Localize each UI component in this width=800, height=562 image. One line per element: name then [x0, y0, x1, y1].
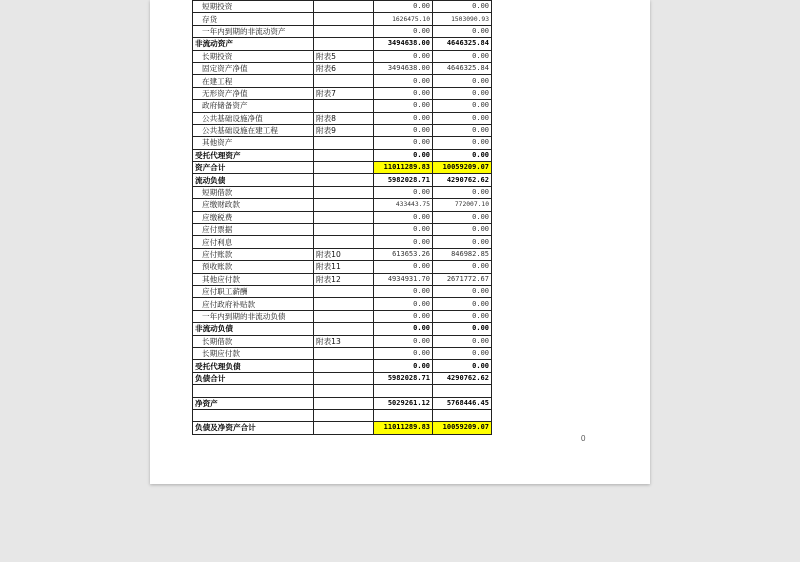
value-col2[interactable]: 0.00: [433, 323, 492, 335]
note-ref[interactable]: [314, 186, 374, 198]
empty-cell[interactable]: [433, 409, 492, 421]
value-col2[interactable]: 0.00: [433, 347, 492, 359]
table-row: [193, 310, 492, 322]
item-name[interactable]: 长期投资: [193, 50, 314, 62]
note-ref[interactable]: [314, 397, 374, 409]
value-col2[interactable]: 0.00: [433, 186, 492, 198]
total-row: [193, 422, 492, 434]
item-name[interactable]: 受托代理资产: [193, 149, 314, 161]
item-name[interactable]: 应付政府补贴款: [193, 298, 314, 310]
empty-row: [193, 409, 492, 421]
item-name[interactable]: 非流动资产: [193, 38, 314, 50]
table-row: [193, 372, 492, 384]
value-col1[interactable]: 0.00: [374, 335, 433, 347]
item-name[interactable]: 存货: [193, 13, 314, 25]
value-col2[interactable]: 4290762.62: [433, 372, 492, 384]
note-ref[interactable]: 附表7: [314, 87, 374, 99]
note-ref[interactable]: [314, 224, 374, 236]
value-col1[interactable]: 0.00: [374, 285, 433, 297]
note-ref[interactable]: [314, 372, 374, 384]
value-col2[interactable]: 5768446.45: [433, 397, 492, 409]
table-row: [193, 75, 492, 87]
table-row: [193, 13, 492, 25]
value-col1[interactable]: 0.00: [374, 1, 433, 13]
item-name[interactable]: 预收账款: [193, 261, 314, 273]
table-row: [193, 137, 492, 149]
page-number: 0: [581, 434, 586, 443]
value-col1[interactable]: 0.00: [374, 124, 433, 136]
note-ref[interactable]: [314, 360, 374, 372]
table-row: [193, 50, 492, 62]
table-row: [193, 1, 492, 13]
item-name[interactable]: 固定资产净值: [193, 62, 314, 74]
value-col2[interactable]: 0.00: [433, 124, 492, 136]
value-col1[interactable]: 613653.26: [374, 248, 433, 260]
value-col1[interactable]: 0.00: [374, 112, 433, 124]
item-name[interactable]: 应付账款: [193, 248, 314, 260]
note-ref[interactable]: [314, 162, 374, 174]
value-col1[interactable]: 0.00: [374, 360, 433, 372]
note-ref[interactable]: [314, 211, 374, 223]
value-col1[interactable]: 0.00: [374, 236, 433, 248]
table-row: [193, 174, 492, 186]
empty-cell[interactable]: [193, 409, 314, 421]
item-name[interactable]: 短期借款: [193, 186, 314, 198]
item-name[interactable]: 应付职工薪酬: [193, 285, 314, 297]
table-row: [193, 298, 492, 310]
note-ref[interactable]: [314, 298, 374, 310]
note-ref[interactable]: [314, 236, 374, 248]
table-row: [193, 224, 492, 236]
table-row: [193, 285, 492, 297]
item-name[interactable]: 受托代理负债: [193, 360, 314, 372]
value-col1[interactable]: 11011289.83: [374, 422, 433, 434]
table-row: [193, 87, 492, 99]
value-col1[interactable]: 0.00: [374, 323, 433, 335]
note-ref[interactable]: [314, 199, 374, 211]
note-ref[interactable]: [314, 174, 374, 186]
empty-cell[interactable]: [374, 409, 433, 421]
note-ref[interactable]: [314, 310, 374, 322]
value-col1[interactable]: 11011289.83: [374, 162, 433, 174]
table-row: [193, 273, 492, 285]
item-name[interactable]: 长期借款: [193, 335, 314, 347]
table-row: [193, 211, 492, 223]
note-ref[interactable]: [314, 38, 374, 50]
value-col1[interactable]: 0.00: [374, 298, 433, 310]
value-col1[interactable]: 0.00: [374, 50, 433, 62]
item-name[interactable]: 流动负债: [193, 174, 314, 186]
value-col1[interactable]: 0.00: [374, 310, 433, 322]
value-col2[interactable]: 0.00: [433, 1, 492, 13]
spreadsheet-page: [150, 0, 650, 484]
item-name[interactable]: 无形资产净值: [193, 87, 314, 99]
item-name[interactable]: 应付利息: [193, 236, 314, 248]
item-name[interactable]: 长期应付款: [193, 347, 314, 359]
value-col1[interactable]: 0.00: [374, 100, 433, 112]
item-name[interactable]: 非流动负债: [193, 323, 314, 335]
value-col2[interactable]: 0.00: [433, 236, 492, 248]
value-col2[interactable]: 0.00: [433, 310, 492, 322]
note-ref[interactable]: [314, 100, 374, 112]
value-col1[interactable]: 5982028.71: [374, 372, 433, 384]
value-col2[interactable]: 0.00: [433, 224, 492, 236]
value-col1[interactable]: 0.00: [374, 25, 433, 37]
item-name[interactable]: 净资产: [193, 397, 314, 409]
value-col2[interactable]: 4646325.84: [433, 38, 492, 50]
value-col2[interactable]: 0.00: [433, 360, 492, 372]
table-row: [193, 38, 492, 50]
table-row: [193, 112, 492, 124]
note-ref[interactable]: [314, 25, 374, 37]
empty-row: [193, 385, 492, 397]
table-row: [193, 62, 492, 74]
note-ref[interactable]: [314, 347, 374, 359]
item-name[interactable]: 负债及净资产合计: [193, 422, 314, 434]
value-col2[interactable]: 0.00: [433, 137, 492, 149]
value-col2[interactable]: 4646325.84: [433, 62, 492, 74]
item-name[interactable]: 政府储备资产: [193, 100, 314, 112]
value-col1[interactable]: 0.00: [374, 347, 433, 359]
item-name[interactable]: 应缴税费: [193, 211, 314, 223]
value-col1[interactable]: 0.00: [374, 149, 433, 161]
item-name[interactable]: 应缴财政款: [193, 199, 314, 211]
note-ref[interactable]: [314, 323, 374, 335]
note-ref[interactable]: [314, 422, 374, 434]
value-col2[interactable]: 10059209.07: [433, 422, 492, 434]
note-ref[interactable]: [314, 137, 374, 149]
value-col1[interactable]: 0.00: [374, 186, 433, 198]
value-col1[interactable]: 5029261.12: [374, 397, 433, 409]
note-ref[interactable]: [314, 75, 374, 87]
value-col2[interactable]: 0.00: [433, 211, 492, 223]
item-name[interactable]: 资产合计: [193, 162, 314, 174]
value-col1[interactable]: 433443.75: [374, 199, 433, 211]
note-ref[interactable]: 附表6: [314, 62, 374, 74]
table-row: [193, 149, 492, 161]
value-col2[interactable]: 0.00: [433, 285, 492, 297]
item-name[interactable]: 公共基础设施净值: [193, 112, 314, 124]
empty-cell[interactable]: [314, 385, 374, 397]
note-ref[interactable]: [314, 1, 374, 13]
note-ref[interactable]: 附表8: [314, 112, 374, 124]
empty-cell[interactable]: [193, 385, 314, 397]
item-name[interactable]: 一年内到期的非流动资产: [193, 25, 314, 37]
note-ref[interactable]: 附表13: [314, 335, 374, 347]
note-ref[interactable]: 附表11: [314, 261, 374, 273]
value-col1[interactable]: 3494638.00: [374, 62, 433, 74]
value-col1[interactable]: 0.00: [374, 261, 433, 273]
table-row: [193, 323, 492, 335]
table-row: [193, 347, 492, 359]
item-name[interactable]: 其他资产: [193, 137, 314, 149]
value-col2[interactable]: 772007.10: [433, 199, 492, 211]
table-row: [193, 124, 492, 136]
value-col1[interactable]: 5982028.71: [374, 174, 433, 186]
note-ref[interactable]: 附表9: [314, 124, 374, 136]
item-name[interactable]: 一年内到期的非流动负债: [193, 310, 314, 322]
value-col2[interactable]: 2671772.67: [433, 273, 492, 285]
value-col2[interactable]: 0.00: [433, 298, 492, 310]
value-col2[interactable]: 846982.85: [433, 248, 492, 260]
total-row: [193, 162, 492, 174]
value-col2[interactable]: 0.00: [433, 25, 492, 37]
value-col2[interactable]: 0.00: [433, 100, 492, 112]
value-col1[interactable]: 0.00: [374, 75, 433, 87]
table-row: [193, 360, 492, 372]
item-name[interactable]: 在建工程: [193, 75, 314, 87]
table-row: [193, 397, 492, 409]
note-ref[interactable]: 附表10: [314, 248, 374, 260]
table-row: [193, 186, 492, 198]
value-col1[interactable]: 4934931.70: [374, 273, 433, 285]
item-name[interactable]: 其他应付款: [193, 273, 314, 285]
value-col2[interactable]: 1503090.93: [433, 13, 492, 25]
table-row: [193, 199, 492, 211]
note-ref[interactable]: [314, 285, 374, 297]
item-name[interactable]: 负债合计: [193, 372, 314, 384]
table-row: [193, 248, 492, 260]
value-col2[interactable]: 0.00: [433, 261, 492, 273]
balance-sheet-table: [192, 0, 492, 435]
value-col1[interactable]: 0.00: [374, 137, 433, 149]
table-row: [193, 236, 492, 248]
table-row: [193, 25, 492, 37]
value-col2[interactable]: 0.00: [433, 149, 492, 161]
value-col2[interactable]: 0.00: [433, 50, 492, 62]
table-row: [193, 335, 492, 347]
value-col1[interactable]: 0.00: [374, 87, 433, 99]
note-ref[interactable]: 附表5: [314, 50, 374, 62]
note-ref[interactable]: [314, 149, 374, 161]
empty-cell[interactable]: [433, 385, 492, 397]
table-row: [193, 261, 492, 273]
note-ref[interactable]: 附表12: [314, 273, 374, 285]
item-name[interactable]: 短期投资: [193, 1, 314, 13]
value-col2[interactable]: 10059209.07: [433, 162, 492, 174]
note-ref[interactable]: [314, 13, 374, 25]
value-col2[interactable]: 4290762.62: [433, 174, 492, 186]
empty-cell[interactable]: [314, 409, 374, 421]
table-row: [193, 100, 492, 112]
value-col2[interactable]: 0.00: [433, 112, 492, 124]
item-name[interactable]: 公共基础设施在建工程: [193, 124, 314, 136]
empty-cell[interactable]: [374, 385, 433, 397]
value-col2[interactable]: 0.00: [433, 335, 492, 347]
item-name[interactable]: 应付票据: [193, 224, 314, 236]
value-col1[interactable]: 0.00: [374, 211, 433, 223]
value-col2[interactable]: 0.00: [433, 87, 492, 99]
value-col1[interactable]: 3494638.00: [374, 38, 433, 50]
value-col1[interactable]: 0.00: [374, 224, 433, 236]
value-col1[interactable]: 1626475.10: [374, 13, 433, 25]
value-col2[interactable]: 0.00: [433, 75, 492, 87]
